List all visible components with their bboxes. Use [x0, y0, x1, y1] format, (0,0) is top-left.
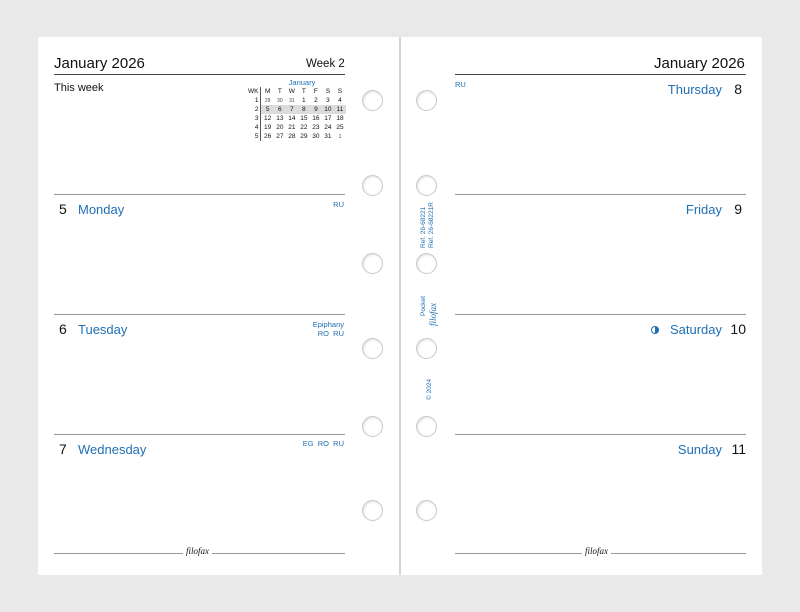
- holiday-note-thursday: RU: [455, 80, 466, 89]
- mini-day: 16: [312, 115, 320, 122]
- mini-day: 11: [334, 105, 346, 114]
- day-name-monday: Monday: [78, 202, 125, 217]
- left-header-rule: [54, 74, 345, 75]
- punch-hole: [362, 338, 383, 359]
- day-name-thursday: Thursday: [667, 82, 722, 97]
- mini-header-cell: T: [277, 88, 282, 95]
- mini-week-number: 1: [248, 96, 261, 105]
- mini-week-number: 3: [248, 114, 261, 123]
- mini-header-cell: S: [337, 88, 343, 95]
- punch-hole: [362, 175, 383, 196]
- day-number-wednesday: 7: [59, 441, 67, 457]
- mini-day: 14: [288, 115, 296, 122]
- mini-day: 13: [276, 115, 284, 122]
- week-label: Week 2: [306, 58, 345, 70]
- left-footer-brand: filofax: [183, 546, 212, 556]
- day-number-saturday: 10: [730, 321, 746, 337]
- mini-header-cell: M: [264, 88, 271, 95]
- punch-hole: [416, 253, 437, 274]
- punch-hole: [416, 175, 437, 196]
- mini-day: 10: [322, 105, 334, 114]
- day-number-tuesday: 6: [59, 321, 67, 337]
- punch-hole: [362, 90, 383, 111]
- mini-day: 30: [277, 97, 283, 104]
- mini-week-number: 2: [248, 105, 261, 114]
- mini-day: 20: [276, 124, 284, 131]
- spine: [399, 37, 401, 575]
- spine-size: Pocket: [420, 296, 427, 316]
- mini-day: 7: [286, 105, 298, 114]
- mini-day: 24: [324, 124, 332, 131]
- mini-day: 15: [300, 115, 308, 122]
- mini-day: 18: [336, 115, 344, 122]
- mini-calendar-row-current: [248, 105, 346, 114]
- mini-day: 27: [276, 133, 284, 140]
- mini-day: 28: [288, 133, 296, 140]
- mini-day: 2: [314, 97, 318, 104]
- mini-day: 5: [261, 105, 274, 114]
- punch-hole: [362, 253, 383, 274]
- punch-hole: [362, 500, 383, 521]
- spine-ref: Ref. 26-68221: [420, 206, 427, 248]
- moon-phase-icon: [651, 326, 659, 334]
- right-header-rule: [455, 74, 746, 75]
- spine-ref-r: Ref. 26-68221R: [428, 202, 435, 248]
- mini-day: 23: [312, 124, 320, 131]
- day-number-monday: 5: [59, 201, 67, 217]
- mini-day: 17: [324, 115, 332, 122]
- mini-day: 25: [336, 124, 344, 131]
- day-name-wednesday: Wednesday: [78, 442, 147, 457]
- day-divider: [455, 434, 746, 435]
- day-number-friday: 9: [734, 201, 742, 217]
- mini-calendar-row: [248, 132, 346, 141]
- punch-hole: [362, 416, 383, 437]
- mini-day: 3: [326, 97, 330, 104]
- punch-hole: [416, 416, 437, 437]
- mini-header-cell: T: [301, 88, 306, 95]
- mini-day: 29: [264, 97, 271, 104]
- right-footer-brand: filofax: [582, 546, 611, 556]
- mini-calendar-row: [248, 123, 346, 132]
- day-number-sunday: 11: [731, 441, 746, 457]
- punch-hole: [416, 338, 437, 359]
- mini-day: 4: [338, 97, 342, 104]
- day-number-thursday: 8: [734, 81, 742, 97]
- day-name-saturday: Saturday: [669, 322, 722, 337]
- mini-day: 26: [264, 133, 272, 140]
- mini-calendar-header: [248, 87, 346, 96]
- mini-day: 8: [298, 105, 310, 114]
- day-name-tuesday: Tuesday: [78, 322, 128, 337]
- day-name-sunday: Sunday: [677, 442, 722, 457]
- spine-brand: filofax: [428, 303, 438, 326]
- mini-week-number: 4: [248, 123, 261, 132]
- mini-header-cell: WK: [248, 87, 261, 96]
- holiday-note-tuesday: Epiphany: [312, 320, 344, 329]
- mini-calendar-title: January: [288, 78, 316, 87]
- holiday-note-monday: RU: [333, 200, 344, 209]
- mini-day: 22: [300, 124, 308, 131]
- mini-header-cell: W: [288, 88, 295, 95]
- day-name-friday: Friday: [685, 202, 722, 217]
- spine-copyright: © 2024: [426, 378, 433, 400]
- right-month-title: January 2026: [654, 55, 745, 72]
- mini-day: 1: [302, 97, 306, 104]
- mini-calendar: [248, 78, 346, 141]
- mini-header-cell: S: [325, 88, 331, 95]
- left-month-title: January 2026: [54, 55, 145, 72]
- day-divider: [455, 194, 746, 195]
- mini-day: 6: [274, 105, 286, 114]
- mini-day: 31: [289, 97, 295, 104]
- mini-calendar-row: [248, 114, 346, 123]
- day-divider: [455, 314, 746, 315]
- mini-day: 1: [338, 133, 342, 140]
- mini-day: 12: [264, 115, 272, 122]
- punch-hole: [416, 500, 437, 521]
- this-week-label: This week: [54, 82, 104, 94]
- holiday-note-wednesday: EG RO RU: [302, 439, 344, 448]
- mini-day: 31: [324, 133, 332, 140]
- right-page: [401, 37, 762, 575]
- mini-week-number: 5: [248, 132, 261, 141]
- day-divider: [54, 434, 345, 435]
- mini-header-cell: F: [313, 88, 318, 95]
- holiday-note-tuesday-countries: RO RU: [317, 329, 344, 338]
- day-divider: [54, 194, 345, 195]
- punch-hole: [416, 90, 437, 111]
- day-divider: [54, 314, 345, 315]
- mini-calendar-row: [248, 96, 346, 105]
- mini-day: 29: [300, 133, 308, 140]
- mini-day: 19: [264, 124, 272, 131]
- mini-day: 30: [312, 133, 320, 140]
- mini-day: 21: [288, 124, 296, 131]
- mini-day: 9: [310, 105, 322, 114]
